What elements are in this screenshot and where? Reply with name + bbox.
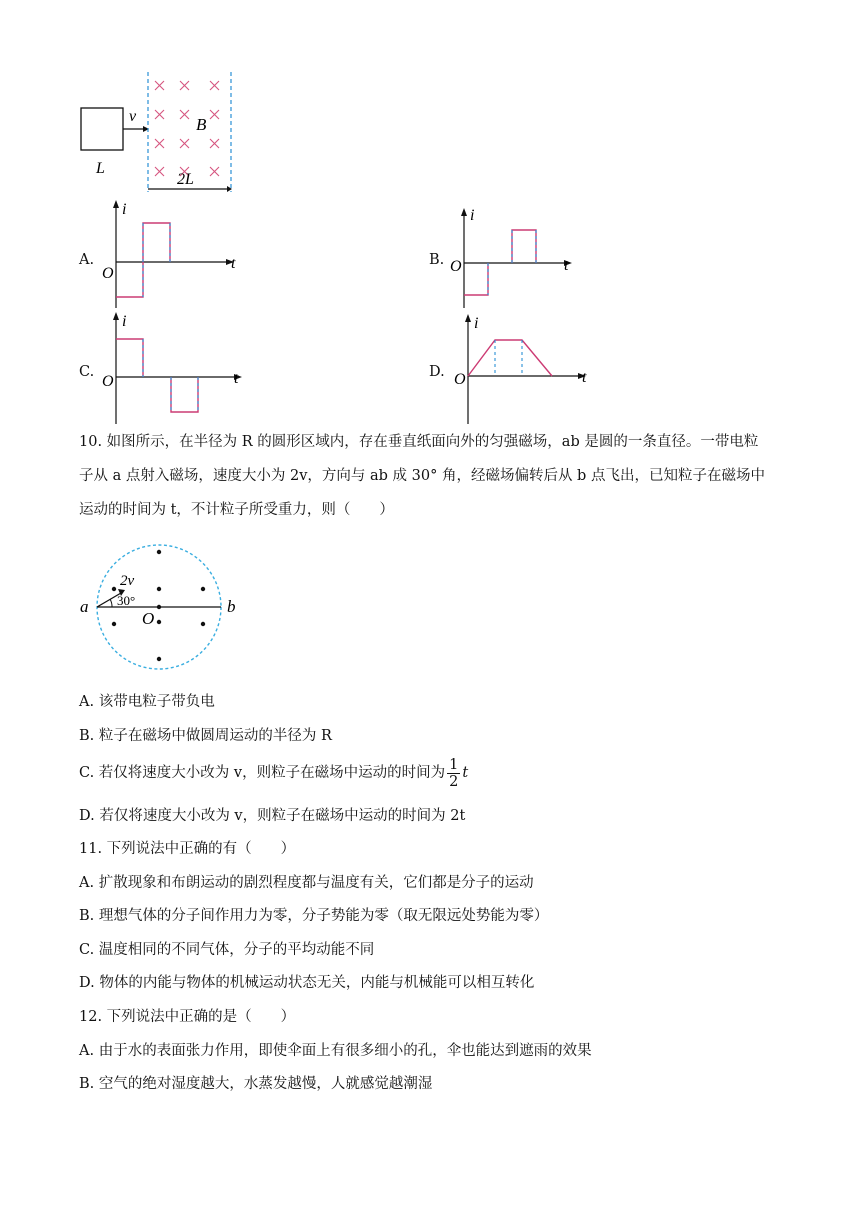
square-loop <box>81 108 123 150</box>
svg-text:O: O <box>454 371 466 388</box>
field-label: B <box>196 115 207 134</box>
q11-option-b: B. 理想气体的分子间作用力为零，分子势能为零（取无限远处势能为零） <box>79 908 549 924</box>
label-2v: 2v <box>120 573 135 589</box>
option-b-graph <box>448 206 588 310</box>
svg-text:t: t <box>564 257 569 274</box>
q12-option-a: A. 由于水的表面张力作用，即使伞面上有很多细小的孔，伞也能达到遮雨的效果 <box>79 1043 592 1059</box>
option-a-letter: A. <box>79 252 95 268</box>
label-b: b <box>227 597 236 616</box>
svg-text:O: O <box>102 265 114 282</box>
label-O: O <box>142 609 155 628</box>
option-a-graph <box>100 198 260 310</box>
velocity-label: v <box>129 108 137 125</box>
field-cross-marks <box>155 81 219 176</box>
q10-option-c-t: t <box>462 765 469 781</box>
question-12-stem: 12. 下列说法中正确的是（ ） <box>79 1009 296 1025</box>
q11-option-c: C. 温度相同的不同气体，分子的平均动能不同 <box>79 942 375 958</box>
circle-field-figure <box>76 538 246 676</box>
q10-option-b: B. 粒子在磁场中做圆周运动的半径为 R <box>79 728 332 744</box>
svg-text:i: i <box>122 201 127 218</box>
q11-option-d: D. 物体的内能与物体的机械运动状态无关，内能与机械能可以相互转化 <box>79 975 535 991</box>
q10-option-a: A. 该带电粒子带负电 <box>79 694 215 710</box>
side-length-label: L <box>96 160 105 177</box>
q12-option-b: B. 空气的绝对湿度越大，水蒸发越慢，人就感觉越潮湿 <box>79 1076 433 1092</box>
svg-text:t: t <box>234 370 239 387</box>
q11-option-a: A. 扩散现象和布朗运动的剧烈程度都与温度有关，它们都是分子的运动 <box>79 875 534 891</box>
svg-text:O: O <box>102 373 114 390</box>
svg-text:i: i <box>122 313 127 330</box>
q10-option-c <box>79 755 468 791</box>
loop-field-figure <box>70 66 250 196</box>
option-d-graph <box>452 312 602 426</box>
option-c-graph <box>100 310 260 426</box>
fraction-one-half: $\frac{1}{2}$ <box>449 756 459 790</box>
svg-text:i: i <box>470 207 475 224</box>
q10-line-1: 10. 如图所示，在半径为 R 的圆形区域内，存在垂直纸面向外的匀强磁场，ab 是圆的一条直径。一带电粒 <box>79 434 759 450</box>
q10-option-c-text: C. 若仅将速度大小改为 v，则粒子在磁场中运动的时间为 <box>79 765 446 781</box>
svg-text:O: O <box>450 258 462 275</box>
svg-text:i: i <box>474 315 479 332</box>
q10-line-3: 运动的时间为 t，不计粒子所受重力，则（ ） <box>79 502 394 518</box>
option-d-letter: D. <box>429 364 445 380</box>
question-10-stem <box>79 425 783 527</box>
svg-text:t: t <box>231 255 236 272</box>
q10-line-2: 子从 a 点射入磁场，速度大小为 2v，方向与 ab 成 30° 角，经磁场偏转后从 b 点飞出，已知粒子在磁场中 <box>79 468 765 484</box>
field-width-label: 2L <box>177 171 194 188</box>
label-a: a <box>80 597 89 616</box>
label-30-degrees: 30° <box>117 593 136 608</box>
question-11-stem: 11. 下列说法中正确的有（ ） <box>79 841 296 857</box>
option-b-letter: B. <box>429 252 445 268</box>
option-c-letter: C. <box>79 364 95 380</box>
q10-option-d: D. 若仅将速度大小改为 v，则粒子在磁场中运动的时间为 2t <box>79 808 466 824</box>
svg-text:t: t <box>582 369 587 386</box>
